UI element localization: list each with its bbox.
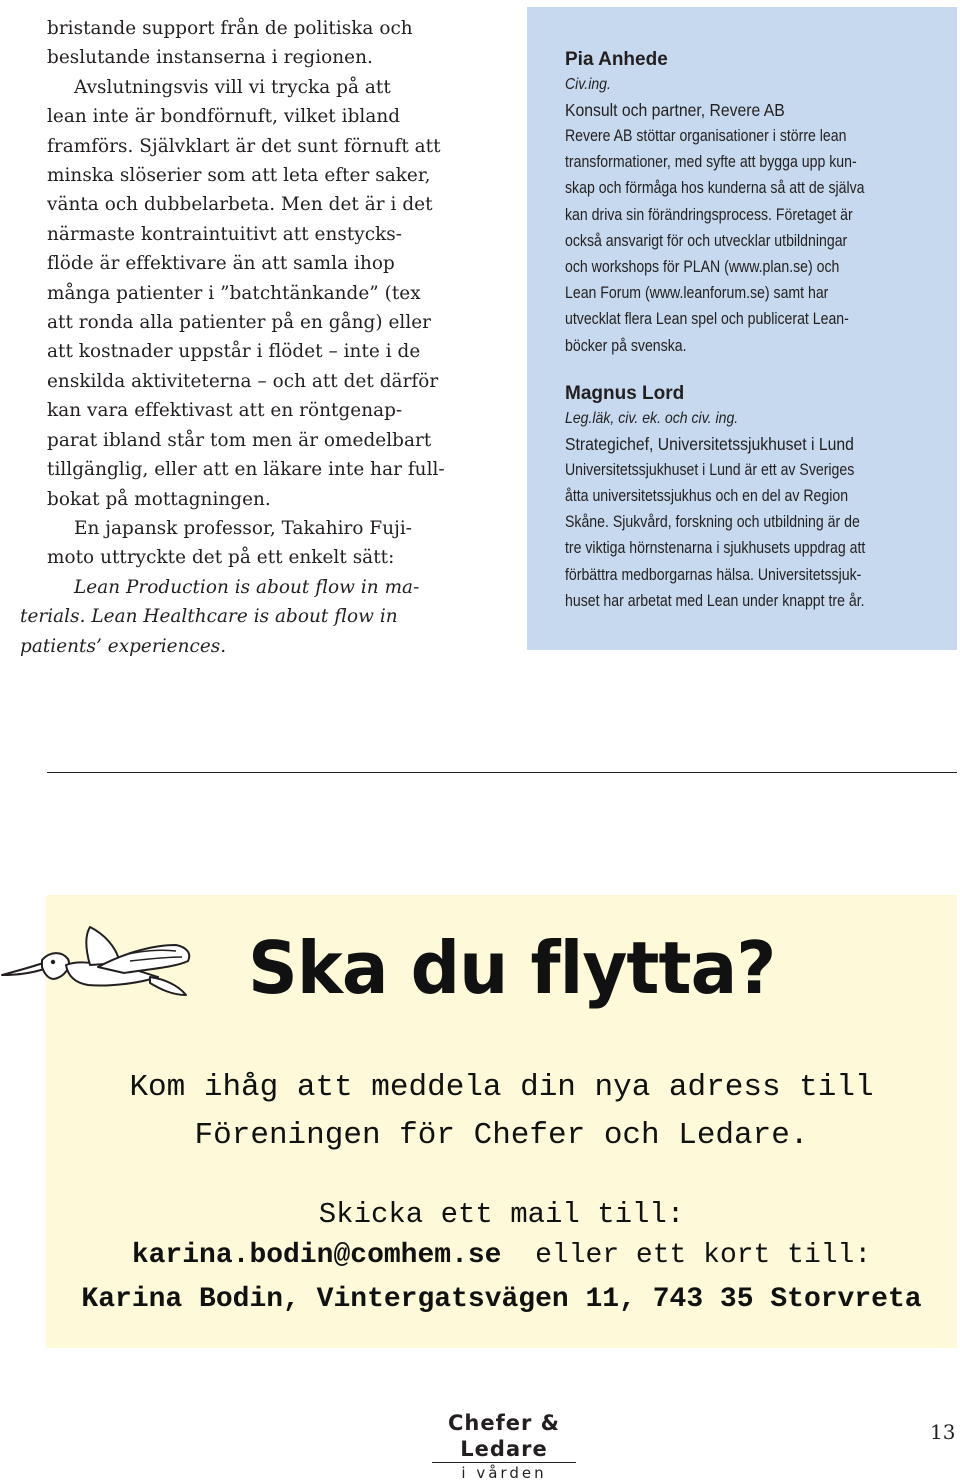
- text-line: beslutande instanserna i regionen.: [47, 47, 373, 69]
- magazine-logo: [404, 1410, 604, 1483]
- text-line: bokat på mottagningen.: [47, 488, 271, 510]
- page-number: 13: [930, 1420, 956, 1444]
- text-line: skap och förmåga hos kunderna så att de själva: [565, 178, 865, 198]
- author-role: Strategichef, Universitetssjukhuset i Lund: [565, 433, 854, 454]
- section-divider: [47, 772, 957, 773]
- text-line: En japansk professor, Takahiro Fuji-: [74, 517, 413, 539]
- moving-notice-line-1: Kom ihåg att meddela din nya adress till: [129, 1070, 874, 1105]
- text-line: tre viktiga hörnstenarna i sjukhusets uppdrag att: [565, 538, 866, 558]
- text-line: framförs. Självklart är det sunt förnuft att: [47, 135, 441, 157]
- article-quote: [20, 573, 487, 661]
- text-line: flöde är effektivare än att samla ihop: [47, 253, 395, 275]
- text-line: minska slöserier som att leta efter saker,: [47, 165, 431, 187]
- text-line: Avslutningsvis vill vi trycka på att: [74, 76, 391, 98]
- text-line: Universitetssjukhuset i Lund är ett av Sveriges: [565, 459, 855, 479]
- author-description: [565, 457, 914, 614]
- contact-intro: Skicka ett mail till:: [318, 1198, 685, 1231]
- text-line: vänta och dubbelarbeta. Men det är i det: [47, 194, 433, 216]
- postal-address: Karina Bodin, Vintergatsvägen 11, 743 35 Storvreta: [81, 1284, 922, 1315]
- text-line: kan vara effektivast att en röntgenap-: [47, 400, 403, 422]
- text-line: terials. Lean Healthcare is about flow in: [20, 606, 398, 628]
- author-role: Konsult och partner, Revere AB: [565, 100, 785, 120]
- contact-alternative: eller ett kort till:: [535, 1240, 872, 1271]
- moving-heading: Ska du flytta?: [248, 926, 776, 1010]
- text-line: Revere AB stöttar organisationer i större lean: [565, 126, 847, 145]
- bird-icon: [0, 915, 200, 1010]
- author-card-pia: [565, 47, 937, 359]
- text-line: och workshops för PLAN (www.plan.se) och: [565, 257, 840, 277]
- moving-notice-line-2: Föreningen för Chefer och Ledare.: [194, 1118, 809, 1153]
- text-line: moto uttryckte det på ett enkelt sätt:: [47, 547, 395, 569]
- author-title: Civ.ing.: [565, 76, 611, 93]
- text-line: många patienter i ”batchtänkande” (tex: [47, 282, 421, 304]
- text-line: Lean Production is about flow in ma-: [74, 576, 420, 598]
- text-line: kan driva sin förändringsprocess. Företaget är: [565, 204, 853, 224]
- text-line: också ansvarigt för och utvecklar utbildningar: [565, 230, 848, 250]
- logo-subtitle: i vården: [432, 1462, 576, 1483]
- author-title: Leg.läk, civ. ek. och civ. ing.: [565, 409, 739, 427]
- text-line: huset har arbetat med Lean under knappt tre år.: [565, 590, 865, 610]
- text-line: bristande support från de politiska och: [47, 18, 413, 39]
- text-line: lean inte är bondförnuft, vilket ibland: [47, 106, 401, 128]
- author-name: Magnus Lord: [565, 382, 685, 404]
- text-line: transformationer, med syfte att bygga upp kun-: [565, 152, 857, 172]
- article-column: [20, 14, 487, 661]
- contact-line: [46, 1240, 957, 1271]
- email-link[interactable]: karina.bodin@comhem.se: [131, 1240, 502, 1271]
- text-line: böcker på svenska.: [565, 335, 687, 355]
- text-line: parat ibland står tom men är omedelbart: [47, 429, 432, 451]
- author-sidebar: [527, 7, 957, 650]
- text-line: tillgänglig, eller att en läkare inte har full-: [47, 459, 445, 481]
- author-name: Pia Anhede: [565, 49, 668, 70]
- article-paragraph-1: [47, 14, 487, 73]
- logo-title: Chefer & Ledare: [448, 1411, 560, 1461]
- text-line: närmaste kontraintuitivt att enstycks-: [47, 223, 403, 245]
- bird-eye: [51, 960, 55, 964]
- article-paragraph-3: [47, 514, 487, 573]
- text-line: enskilda aktiviteterna – och att det därför: [47, 370, 439, 392]
- author-card-magnus: [565, 381, 937, 614]
- text-line: utvecklat flera Lean spel och publicerat Lean-: [565, 309, 849, 329]
- text-line: åtta universitetssjukhus och en del av Region: [565, 486, 849, 506]
- text-line: Skåne. Sjukvård, forskning och utbildning är de: [565, 512, 860, 532]
- author-description: [565, 123, 914, 359]
- text-line: förbättra medborgarnas hälsa. Universitetssjuk-: [565, 564, 862, 584]
- text-line: patients’ experiences.: [20, 635, 227, 657]
- text-line: Lean Forum (www.leanforum.se) samt har: [565, 283, 829, 303]
- article-paragraph-2: [47, 73, 487, 514]
- text-line: att ronda alla patienter på en gång) eller: [47, 312, 432, 334]
- text-line: att kostnader uppstår i flödet – inte i de: [47, 341, 421, 363]
